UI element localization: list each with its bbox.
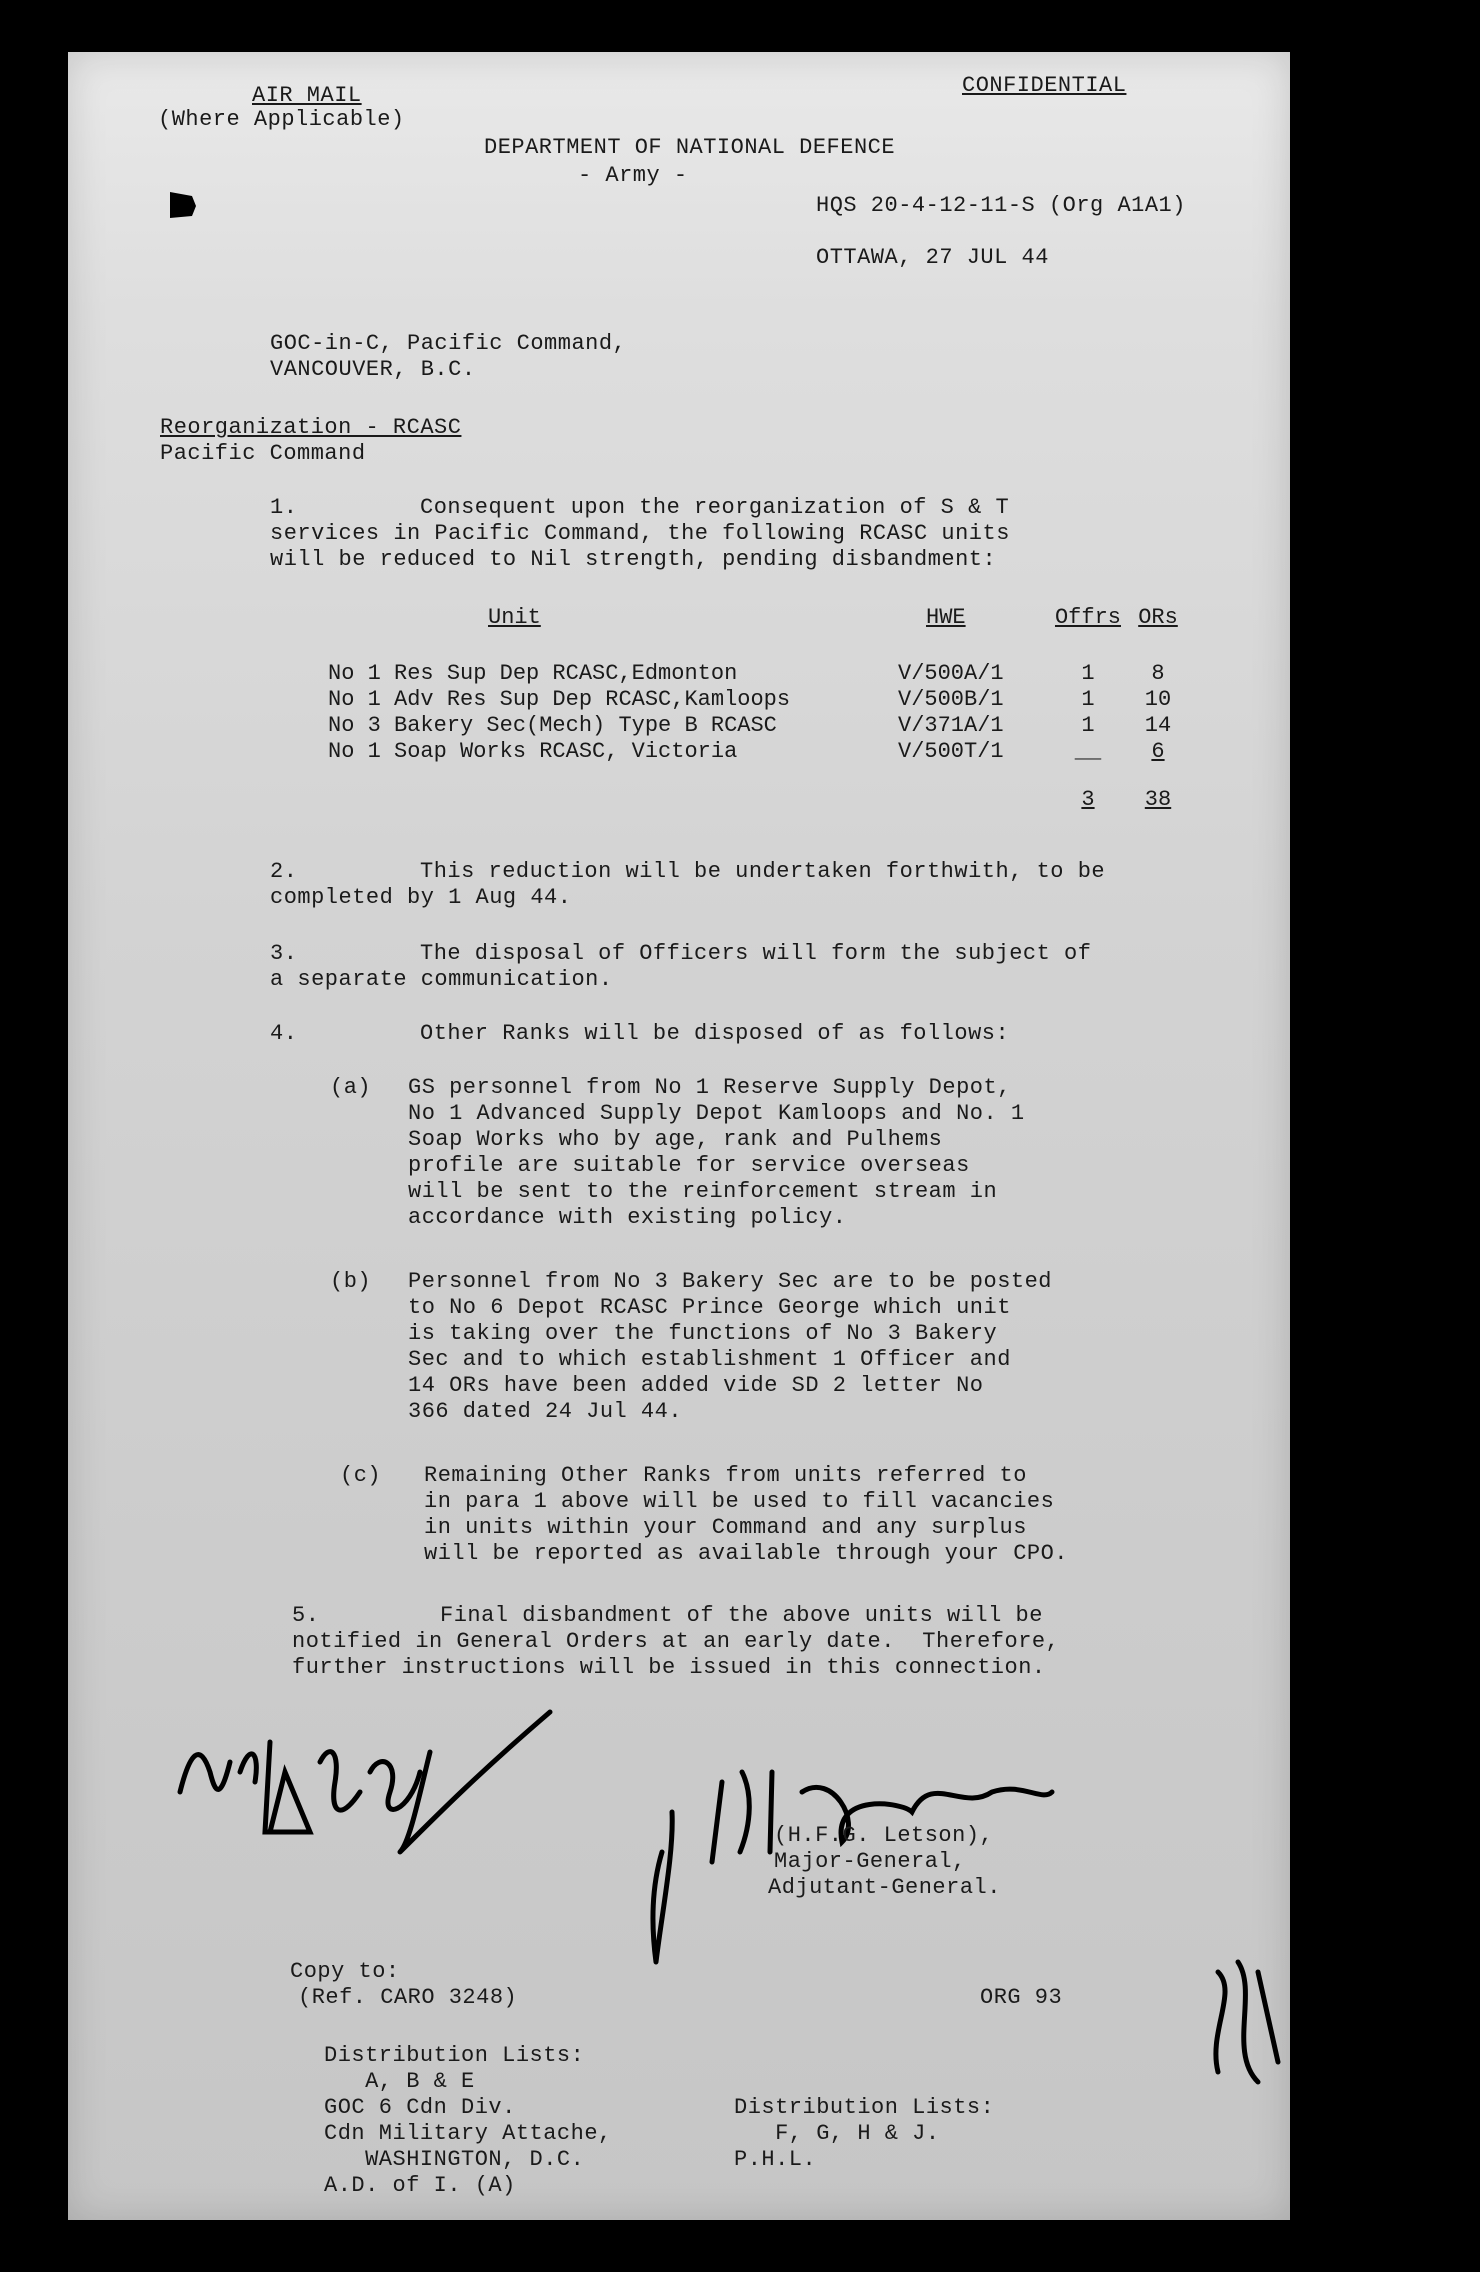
classification-stamp: CONFIDENTIAL: [962, 73, 1127, 98]
addressee-line-1: GOC-in-C, Pacific Command,: [270, 331, 627, 356]
signatory-name: (H.F.G. Letson),: [774, 1823, 994, 1848]
unit-name-cell: No 3 Bakery Sec(Mech) Type B RCASC: [328, 712, 777, 738]
para-4b-line: 366 dated 24 Jul 44.: [408, 1399, 683, 1424]
distribution-left-line: A.D. of I. (A): [324, 2173, 516, 2198]
para-4c-label: (c): [340, 1463, 382, 1488]
para-4-number: 4.: [270, 1021, 298, 1046]
para-5-number: 5.: [292, 1603, 320, 1628]
hwe-cell: V/500B/1: [898, 686, 1004, 712]
para-4-lead: Other Ranks will be disposed of as follows:: [420, 1021, 1010, 1046]
para-1-number: 1.: [270, 495, 298, 520]
department-heading: DEPARTMENT OF NATIONAL DEFENCE: [484, 135, 896, 160]
where-applicable: (Where Applicable): [158, 107, 405, 132]
hwe-cell: V/371A/1: [898, 712, 1004, 738]
para-4b-line: to No 6 Depot RCASC Prince George which unit: [408, 1295, 1011, 1320]
para-4b-label: (b): [330, 1269, 372, 1294]
table-row: [328, 738, 1188, 764]
para-4c-line: in para 1 above will be used to fill vacancies: [424, 1489, 1055, 1514]
service-heading: - Army -: [578, 163, 688, 188]
distribution-right-line: Distribution Lists:: [734, 2095, 995, 2120]
para-4a-line: Soap Works who by age, rank and Pulhems: [408, 1127, 943, 1152]
other-ranks-cell: 8: [1151, 660, 1165, 686]
table-row: [328, 660, 1188, 686]
distribution-left-line: WASHINGTON, D.C.: [324, 2147, 585, 2172]
para-4a-line: accordance with existing policy.: [408, 1205, 847, 1230]
other-ranks-cell: 6: [1151, 738, 1165, 764]
unit-name-cell: No 1 Soap Works RCASC, Victoria: [328, 738, 738, 764]
para-4a-line: No 1 Advanced Supply Depot Kamloops and No. 1: [408, 1101, 1025, 1126]
units-header-cell: HWE: [926, 604, 966, 630]
para-3-line: The disposal of Officers will form the subject of: [420, 941, 1092, 966]
copy-to-reference: (Ref. CARO 3248): [298, 1985, 518, 2010]
units-table: [328, 604, 1188, 812]
para-4a-line: GS personnel from No 1 Reserve Supply Depot,: [408, 1075, 1011, 1100]
para-4c-line: will be reported as available through your CPO.: [424, 1541, 1069, 1566]
distribution-left-line: GOC 6 Cdn Div.: [324, 2095, 516, 2120]
officers-total: 3: [1081, 786, 1095, 812]
punch-mark: [164, 186, 204, 226]
distribution-left-line: Distribution Lists:: [324, 2043, 585, 2068]
para-4b-line: Sec and to which establishment 1 Officer and: [408, 1347, 1011, 1372]
para-5-line: notified in General Orders at an early date. Therefore,: [292, 1629, 1060, 1654]
distribution-right-line: F, G, H & J.: [734, 2121, 940, 2146]
distribution-left-line: Cdn Military Attache,: [324, 2121, 612, 2146]
distribution-left-line: A, B & E: [324, 2069, 475, 2094]
units-header-cell: ORs: [1138, 604, 1178, 630]
para-4c-line: Remaining Other Ranks from units referred to: [424, 1463, 1027, 1488]
hwe-cell: V/500T/1: [898, 738, 1004, 764]
signatory-appointment: Adjutant-General.: [768, 1875, 1001, 1900]
officers-cell: 1: [1081, 686, 1095, 712]
officers-cell: 1: [1081, 660, 1095, 686]
para-4b-line: 14 ORs have been added vide SD 2 letter No: [408, 1373, 984, 1398]
addressee-line-2: VANCOUVER, B.C.: [270, 357, 476, 382]
para-1-line: will be reduced to Nil strength, pending disbandment:: [270, 547, 997, 572]
place-date: OTTAWA, 27 JUL 44: [816, 245, 1049, 270]
para-2-line: This reduction will be undertaken forthwith, to be: [420, 859, 1106, 884]
subject-line-1: Reorganization - RCASC: [160, 415, 462, 440]
para-5-line: further instructions will be issued in this connection.: [292, 1655, 1046, 1680]
para-4c-line: in units within your Command and any surplus: [424, 1515, 1027, 1540]
para-5-line: Final disbandment of the above units will be: [440, 1603, 1043, 1628]
para-4a-line: profile are suitable for service overseas: [408, 1153, 970, 1178]
para-2-number: 2.: [270, 859, 298, 884]
signatory-rank: Major-General,: [774, 1849, 966, 1874]
distribution-right-line: P.H.L.: [734, 2147, 817, 2172]
other-ranks-cell: 14: [1144, 712, 1172, 738]
para-3-line: a separate communication.: [270, 967, 613, 992]
table-row: [328, 686, 1188, 712]
units-header-cell: Unit: [488, 604, 541, 630]
para-1-line: services in Pacific Command, the following RCASC units: [270, 521, 1010, 546]
unit-name-cell: No 1 Res Sup Dep RCASC,Edmonton: [328, 660, 738, 686]
units-table-header-row: [328, 604, 1188, 630]
file-reference: HQS 20-4-12-11-S (Org A1A1): [816, 193, 1186, 218]
para-4b-line: Personnel from No 3 Bakery Sec are to be posted: [408, 1269, 1053, 1294]
totals-row: [328, 786, 1188, 812]
subject-line-2: Pacific Command: [160, 441, 366, 466]
para-3-number: 3.: [270, 941, 298, 966]
other-ranks-cell: 10: [1144, 686, 1172, 712]
para-2-line: completed by 1 Aug 44.: [270, 885, 572, 910]
para-4b-line: is taking over the functions of No 3 Bakery: [408, 1321, 998, 1346]
officers-cell: 1: [1081, 712, 1095, 738]
hwe-cell: V/500A/1: [898, 660, 1004, 686]
unit-name-cell: No 1 Adv Res Sup Dep RCASC,Kamloops: [328, 686, 791, 712]
para-4a-label: (a): [330, 1075, 372, 1100]
table-row: [328, 712, 1188, 738]
copy-to-label: Copy to:: [290, 1959, 400, 1984]
units-header-cell: Offrs: [1054, 604, 1121, 630]
other-ranks-total: 38: [1144, 786, 1172, 812]
para-1-line: Consequent upon the reorganization of S & T: [420, 495, 1010, 520]
para-4a-line: will be sent to the reinforcement stream in: [408, 1179, 998, 1204]
air-mail-label: AIR MAIL: [252, 83, 362, 108]
officers-cell: __: [1074, 738, 1102, 764]
document-page: [68, 52, 1290, 2220]
org-number: ORG 93: [980, 1985, 1063, 2010]
